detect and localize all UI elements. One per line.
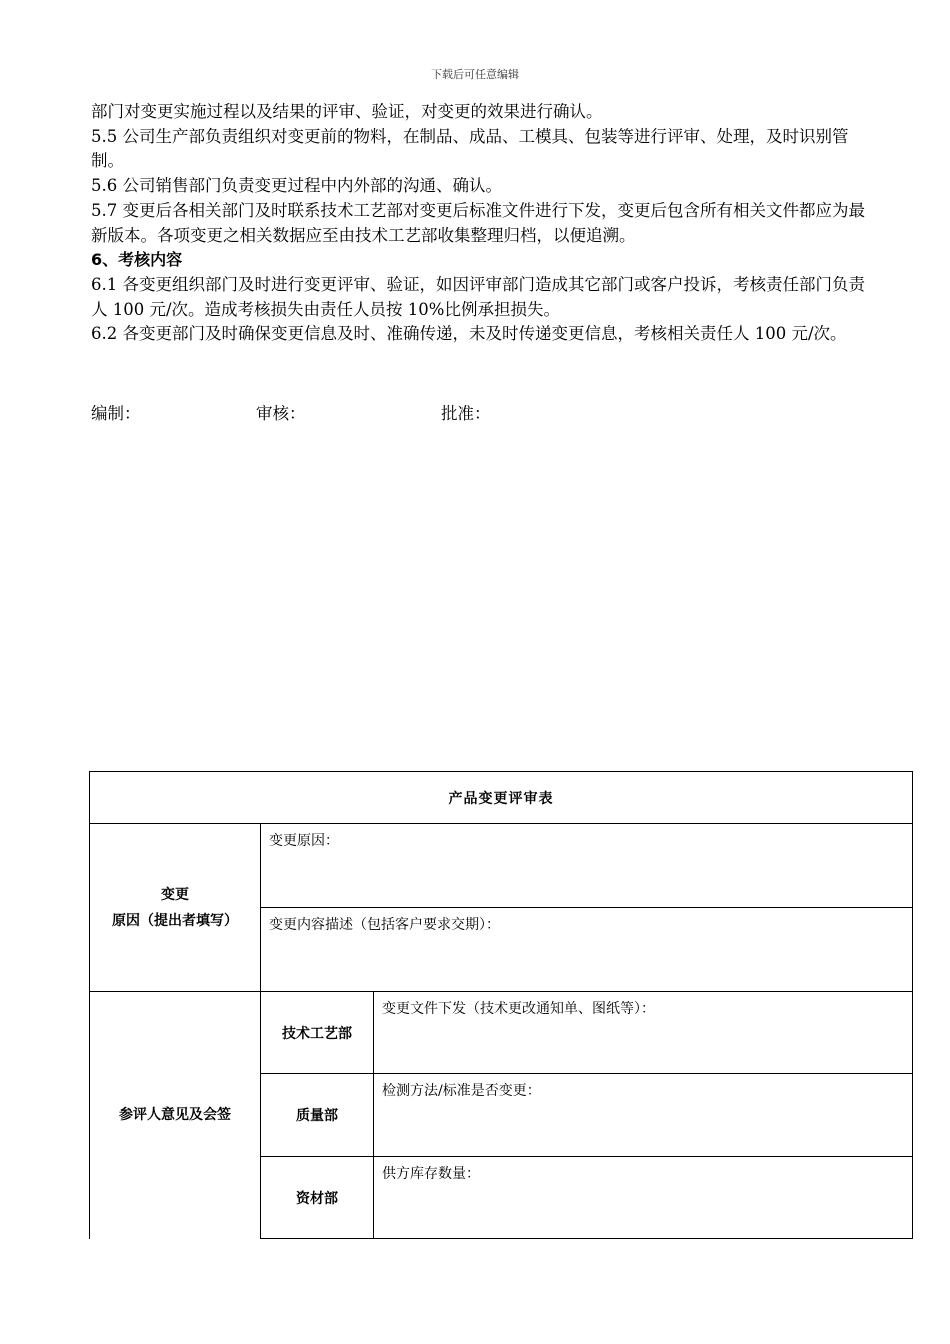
change-reason-label — [90, 824, 261, 992]
change-label-line1: 变更 — [161, 886, 189, 903]
change-content-field[interactable]: 变更内容描述（包括客户要求交期）： — [261, 908, 913, 992]
approved-by-label: 批准： — [441, 404, 491, 423]
change-reason-field[interactable]: 变更原因： — [261, 824, 913, 908]
tech-opinion-field[interactable]: 变更文件下发（技术更改通知单、图纸等）： — [374, 992, 913, 1074]
materials-opinion-field[interactable]: 供方库存数量： — [374, 1157, 913, 1239]
paragraph-6-1: 6.1 各变更组织部门及时进行变更评审、验证，如因评审部门造成其它部门或客户投诉，考核责任部门负责人 100 元/次。造成考核损失由责任人员按 10%比例承担损失。 — [91, 274, 865, 319]
dept-label-materials: 资材部 — [261, 1157, 374, 1239]
paragraph-5-5: 5.5 公司生产部负责组织对变更前的物料，在制品、成品、工模具、包装等进行评审、处理，及时识别管制。 — [91, 126, 849, 171]
dept-label-quality: 质量部 — [261, 1074, 374, 1157]
change-label-line2: 原因（提出者填写） — [112, 912, 238, 929]
paragraph-5-7: 5.7 变更后各相关部门及时联系技术工艺部对变更后标准文件进行下发，变更后包含所有相关文件都应为最新版本。各项变更之相关数据应至由技术工艺部收集整理归档，以便追溯。 — [91, 200, 865, 245]
section-6-heading: 6、考核内容 — [91, 250, 183, 270]
prepared-by-label: 编制： — [91, 404, 141, 423]
paragraph-6-2: 6.2 各变更部门及时确保变更信息及时、准确传递，未及时传递变更信息，考核相关责任人 100 元/次。 — [91, 324, 847, 344]
reviewed-by-label: 审核： — [256, 404, 306, 423]
quality-opinion-field[interactable]: 检测方法/标准是否变更： — [374, 1074, 913, 1157]
header-note: 下载后可任意编辑 — [431, 68, 519, 81]
reviewer-signoff-label: 参评人意见及会签 — [90, 992, 261, 1239]
signature-line — [91, 400, 791, 424]
document-body — [91, 100, 881, 347]
change-review-form — [89, 771, 913, 1239]
form-title: 产品变更评审表 — [90, 772, 913, 824]
paragraph-5-6: 5.6 公司销售部门负责变更过程中内外部的沟通、确认。 — [91, 176, 502, 196]
paragraph: 部门对变更实施过程以及结果的评审、验证，对变更的效果进行确认。 — [91, 102, 603, 121]
dept-label-tech: 技术工艺部 — [261, 992, 374, 1074]
